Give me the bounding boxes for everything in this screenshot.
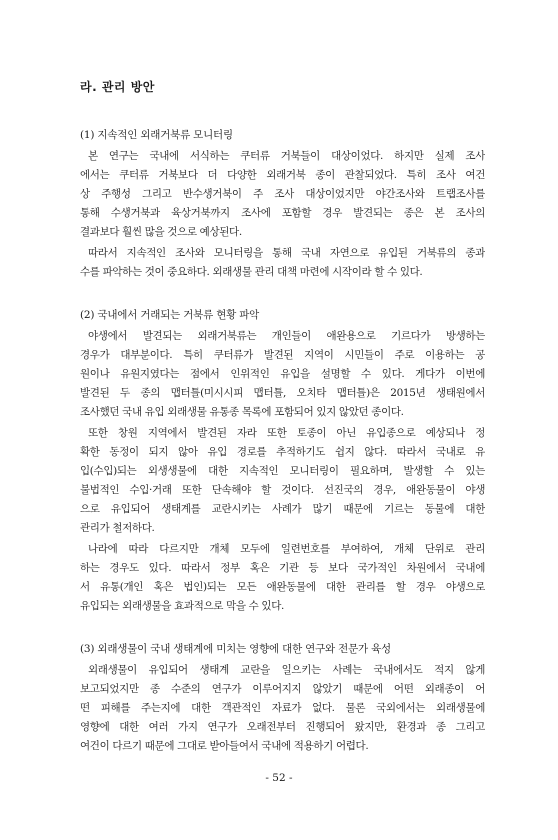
section-title: (1) 지속적인 외래거북류 모니터링	[80, 129, 233, 141]
paragraph-line: 야생에서 발견되는 외래거북류는 개인들이 애완용으로 기르다가 방생하는	[88, 330, 485, 342]
paragraph-line: 유입되는 외래생물을 효과적으로 막을 수 있다.	[80, 600, 284, 612]
section-title: (3) 외래생물이 국내 생태계에 미치는 영향에 대한 연구와 전문가 육성	[80, 643, 391, 655]
paragraph-line: 또한 창원 지역에서 발견된 자라 또한 토종이 아닌 유입종으로 예상되나 정	[88, 427, 485, 439]
paragraph-line: 수를 파악하는 것이 중요하다. 외래생물 관리 대책 마련에 시작이라 할 수 있다.	[80, 266, 423, 278]
paragraph-line: 조사했던 국내 유입 외래생물 유통종 목록에 포함되어 있지 않았던 종이다.	[80, 406, 404, 418]
paragraph-line: 결과보다 훨씬 많을 것으로 예상된다.	[80, 226, 242, 238]
paragraph-line: 통해 수생거북과 육상거북까지 조사에 포함할 경우 발견되는 종은 본 조사의	[80, 207, 485, 219]
paragraph-line: 따라서 지속적인 조사와 모니터링을 통해 국내 자연으로 유입된 거북류의 종과	[88, 247, 485, 259]
paragraph-line: 본 연구는 국내에 서식하는 쿠터류 거북들이 대상이었다. 하지만 실제 조사	[88, 150, 485, 162]
paragraph-line: 발견된 두 종의 맵터틀(미시시피 맵터틀, 오치타 맵터틀)은 2015년 생태원에서	[80, 387, 485, 399]
paragraph-line: 여건이 다르기 때문에 그대로 받아들여서 국내에 적용하기 어렵다.	[80, 740, 369, 752]
paragraph-line: 으로 유입되어 생태계를 교란시키는 사례가 많기 때문에 기르는 동물에 대한	[80, 503, 485, 515]
paragraph-line: 떤 피해를 주는지에 대한 객관적인 자료가 없다. 물론 국외에서는 외래생물에	[80, 702, 485, 714]
paragraph-line: 입(수입)되는 외생생물에 대한 지속적인 모니터링이 필요하며, 발생할 수 있는	[80, 465, 485, 477]
paragraph-line: 영향에 대한 여러 가지 연구가 오래전부터 진행되어 왔지만, 환경과 종 그리고	[80, 721, 485, 733]
paragraph-line: 외래생물이 유입되어 생태계 교란을 일으키는 사례는 국내에서도 적지 않게	[88, 664, 485, 676]
page-number: - 52 -	[265, 772, 293, 784]
paragraph-line: 하는 경우도 있다. 따라서 정부 혹은 기관 등 보다 국가적인 차원에서 국내에	[80, 562, 485, 574]
paragraph-line: 나라에 따라 다르지만 개체 모두에 일련번호를 부여하여, 개체 단위로 관리	[88, 543, 485, 555]
paragraph-line: 확한 동정이 되지 않아 유입 경로를 추적하기도 쉽지 않다. 따라서 국내로 유	[80, 446, 485, 458]
paragraph-line: 경우가 대부분이다. 특히 쿠터류가 발견된 지역이 시민들이 주로 이용하는 공	[80, 349, 485, 361]
section-title: (2) 국내에서 거래되는 거북류 현황 파악	[80, 309, 260, 321]
paragraph-line: 불법적인 수입·거래 또한 단속해야 할 것이다. 선진국의 경우, 애완동물이 야생	[80, 484, 485, 496]
paragraph-line: 상 주행성 그리고 반수생거북이 주 조사 대상이었지만 야간조사와 트랩조사를	[80, 188, 485, 200]
paragraph-line: 보고되었지만 종 수준의 연구가 이루어지지 않았기 때문에 어떤 외래종이 어	[80, 683, 485, 695]
paragraph-line: 에서는 쿠터류 거북보다 더 다양한 외래거북 종이 관찰되었다. 특히 조사 여건	[80, 169, 485, 181]
paragraph-line: 관리가 철저하다.	[80, 522, 155, 534]
page-heading: 라. 관리 방안	[80, 80, 155, 94]
paragraph-line: 서 유통(개인 혹은 법인)되는 모든 애완동물에 대한 관리를 할 경우 야생으로	[80, 581, 485, 593]
paragraph-line: 원이나 유원지였다는 점에서 인위적인 유입을 설명할 수 있다. 게다가 이번에	[80, 368, 485, 380]
